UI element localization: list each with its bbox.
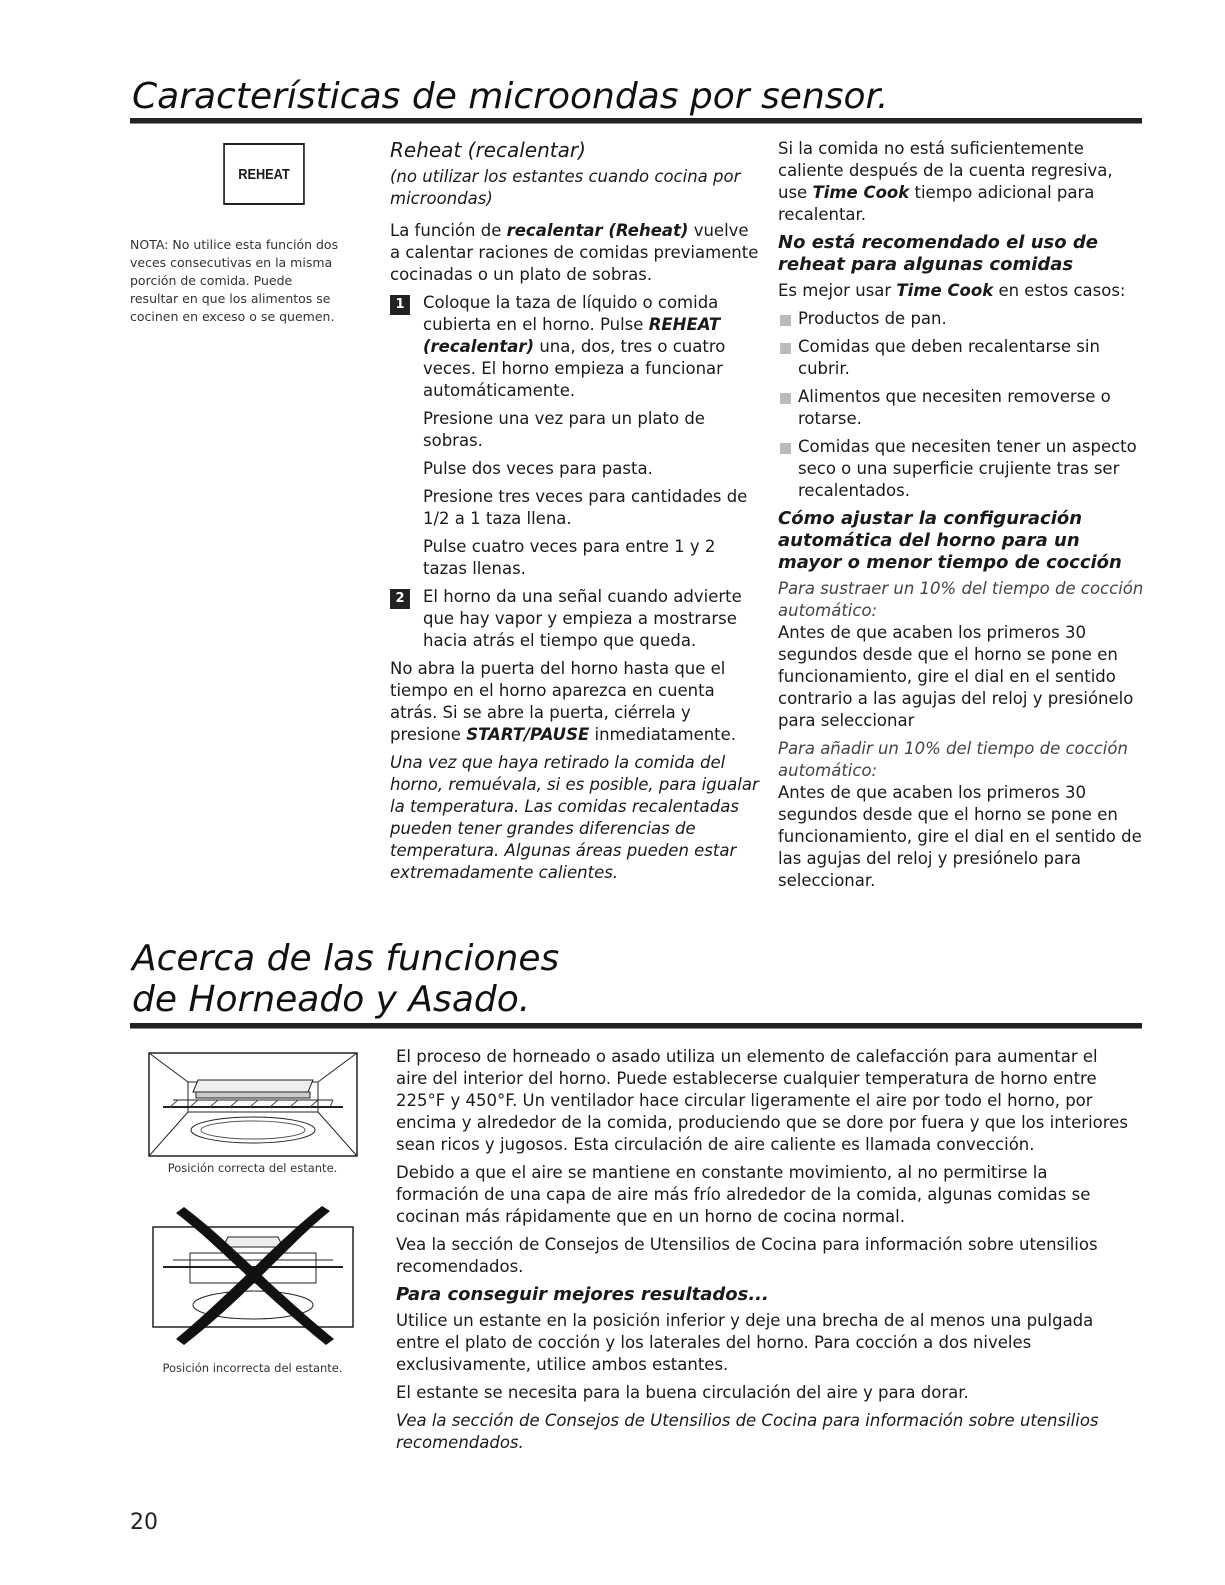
bake-paragraph-1: El proceso de horneado o asado utiliza un elemento de calefacción para aumentar el aire del interior del horno. Puede establecerse cualquier temperatura de horno entre 225°F y 450°F. Un ventilador hace circular ligeramente el aire por todo el horno, por encima y alrededor de la comida, produciendo que se dore por fuera y que los interiores sean ricos y jugosos. Esta circulación de aire caliente es llamada convección. <box>396 1047 1128 1154</box>
reheat-button-illustration: REHEAT <box>223 143 305 205</box>
page-number: 20 <box>130 1510 158 1535</box>
bake-paragraph-4: Utilice un estante en la posición inferior y deje una brecha de al menos una pulgada entre el plato de cocción y los laterales del horno. Para cocción a dos niveles exclusivamente, utilice ambos estantes. <box>396 1311 1094 1374</box>
bake-paragraph-2: Debido a que el aire se mantiene en constante movimiento, al no permitirse la formación de una capa de aire más frío alrededor de la comida, algunas comidas se cocinan más rápidamente que en un horno de cocina normal. <box>396 1163 1091 1226</box>
bake-paragraph-6: Vea la sección de Consejos de Utensilios de Cocina para información sobre utensilios recomendados. <box>396 1411 1099 1452</box>
subtract-subheading: Para sustraer un 10% del tiempo de cocción automático: <box>778 579 1144 620</box>
reheat-option-1: Presione una vez para un plato de sobras. <box>423 409 705 450</box>
reheat-heading: Reheat (recalentar) <box>390 138 586 162</box>
reheat-note: NOTA: No utilice esta función dos veces consecutivas en la misma porción de comida. Puede resultar en que los alimentos se cocinen en exceso o se quemen. <box>130 237 339 324</box>
reheat-column <box>390 138 760 890</box>
reheat-italic-note: Una vez que haya retirado la comida del horno, remuévala, si es posible, para igualar la temperatura. Las comidas recalentadas pueden tener grandes diferencias de temperatura. Algunas áreas pueden estar extremadamente calientes. <box>390 753 759 882</box>
reheat-option-3: Presione tres veces para cantidades de 1/2 a 1 taza llena. <box>423 487 748 528</box>
section-title-sensor: Características de microondas por sensor. <box>132 76 889 117</box>
bullet-item: Comidas que deben recalentarse sin cubrir. <box>778 336 1146 380</box>
incorrect-rack-illustration <box>148 1205 358 1350</box>
best-results-heading: Para conseguir mejores resultados... <box>396 1284 769 1305</box>
section-title-bake: Acerca de las funciones de Horneado y Asado. <box>132 938 560 1020</box>
bake-paragraph-5: El estante se necesita para la buena circulación del aire y para dorar. <box>396 1383 969 1402</box>
subtract-paragraph: Antes de que acaben los primeros 30 segundos desde que el horno se pone en funcionamiento, gire el dial en el sentido contrario a las agujas del reloj y presiónelo para seleccionar <box>778 623 1134 730</box>
title-rule <box>130 1023 1142 1028</box>
not-recommended-heading: No está recomendado el uso de reheat para algunas comidas <box>778 232 1098 275</box>
correct-rack-illustration <box>148 1052 358 1157</box>
time-cook-paragraph: Si la comida no está suficientemente caliente después de la cuenta regresiva, use Time Cook tiempo adicional para recalentar. <box>778 139 1113 224</box>
add-paragraph: Antes de que acaben los primeros 30 segundos desde que el horno se pone en funcionamiento, gire el dial en el sentido de las agujas del reloj y presiónelo para seleccionar. <box>778 783 1142 890</box>
caption-incorrect: Posición incorrecta del estante. <box>162 1361 343 1375</box>
time-cook-cases: Es mejor usar Time Cook en estos casos: <box>778 281 1126 300</box>
caption-correct: Posición correcta del estante. <box>167 1161 338 1175</box>
bullet-item: Alimentos que necesiten removerse o rotarse. <box>778 386 1146 430</box>
bullet-item: Productos de pan. <box>778 308 1146 330</box>
add-subheading: Para añadir un 10% del tiempo de cocción automático: <box>778 739 1128 780</box>
step-number-icon: 2 <box>390 589 410 609</box>
bake-paragraph-3: Vea la sección de Consejos de Utensilios de Cocina para información sobre utensilios recomendados. <box>396 1235 1098 1276</box>
reheat-option-2: Pulse dos veces para pasta. <box>423 459 653 478</box>
door-instructions: No abra la puerta del horno hasta que el tiempo en el horno aparezca en cuenta atrás. Si se abre la puerta, ciérrela y presione START/PAUSE inmediatamente. <box>390 659 737 744</box>
bullet-item: Comidas que necesiten tener un aspecto seco o una superficie crujiente tras ser recalentados. <box>778 436 1146 502</box>
reheat-subheading: (no utilizar los estantes cuando cocina por microondas) <box>390 167 741 208</box>
reheat-intro: La función de recalentar (Reheat) vuelve a calentar raciones de comidas previamente cocinadas o un plato de sobras. <box>390 221 759 284</box>
bake-text-column <box>396 1046 1131 1460</box>
step-2: 2 El horno da una señal cuando advierte que hay vapor y empieza a mostrarse hacia atrás el tiempo que queda. <box>390 586 760 652</box>
title-rule <box>130 118 1142 123</box>
adjust-heading: Cómo ajustar la configuración automática del horno para un mayor o menor tiempo de cocción <box>778 508 1122 573</box>
reheat-right-column <box>778 138 1146 898</box>
step-1: 1 Coloque la taza de líquido o comida cubierta en el horno. Pulse REHEAT (recalentar) una, dos, tres o cuatro veces. El horno empieza a funcionar automáticamente. <box>390 292 760 402</box>
reheat-option-4: Pulse cuatro veces para entre 1 y 2 tazas llenas. <box>423 537 716 578</box>
step-number-icon: 1 <box>390 295 410 315</box>
